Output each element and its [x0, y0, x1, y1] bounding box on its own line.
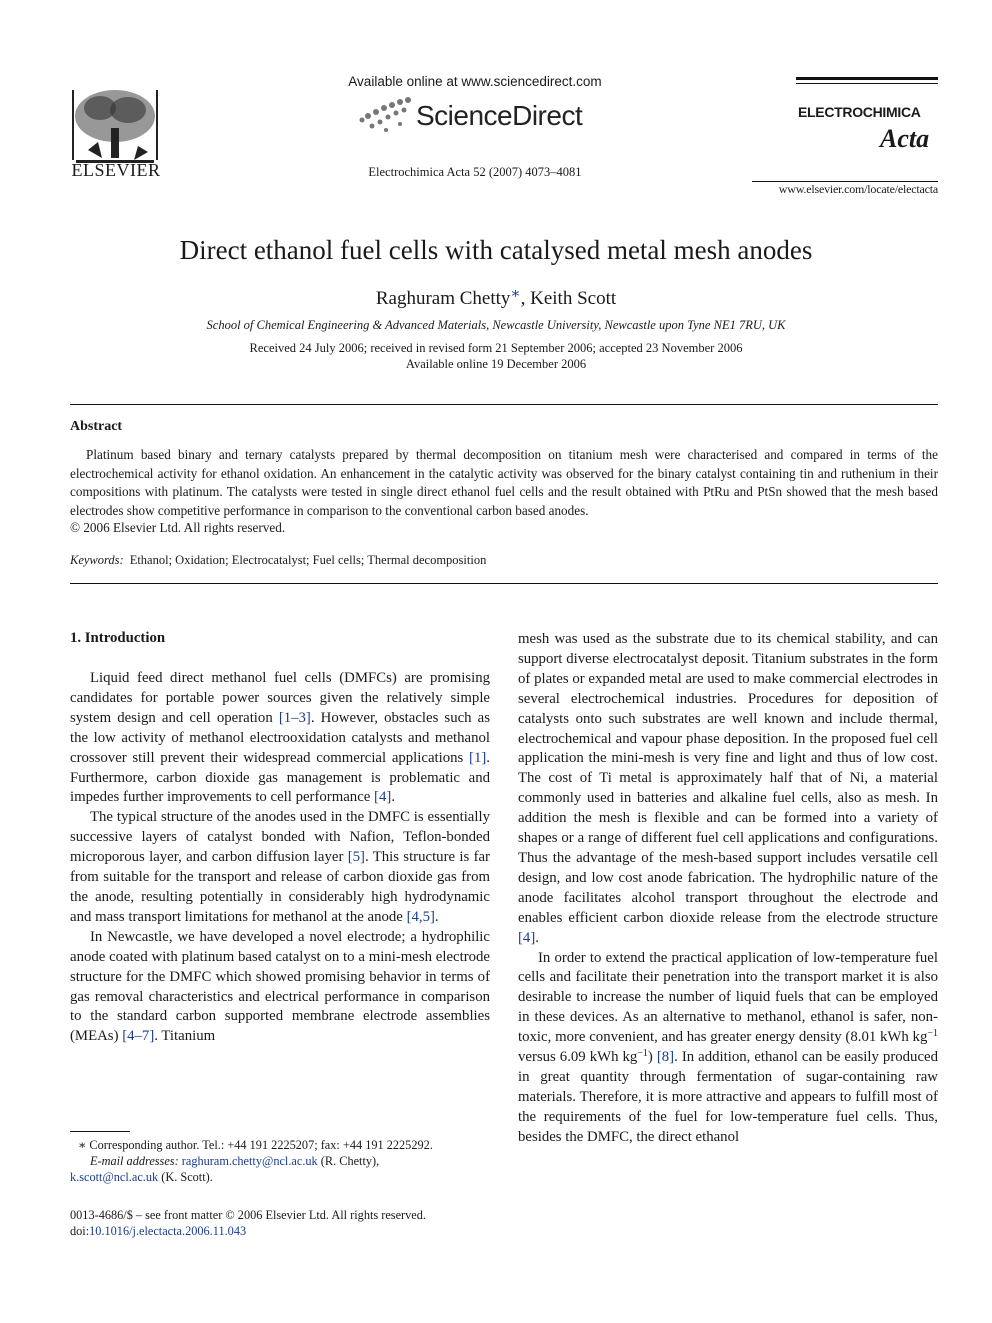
footnote-emails-cont [70, 1169, 510, 1186]
text: ) [647, 1049, 657, 1066]
superscript: −1 [927, 1028, 938, 1040]
journal-citation: Electrochimica Acta 52 (2007) 4073–4081 [368, 165, 582, 179]
publisher-name: ELSEVIER [71, 160, 161, 180]
doi-label: doi: [70, 1224, 90, 1238]
text: . This structure is far from suitable for the transport and release of carbon dioxide gas from the anode, resulting potentially in considerably high hydrodynamic and mass transport limitations for methanol at the anode [70, 849, 490, 925]
text: . [434, 908, 439, 925]
doi-link[interactable]: 10.1016/j.electacta.2006.11.043 [89, 1224, 247, 1238]
rule-thin [796, 83, 938, 84]
section-heading-introduction: 1. Introduction [70, 630, 166, 646]
citation-link[interactable]: [4,5] [406, 908, 435, 925]
text: . Furthermore, carbon dioxide gas management is problematic and impedes further improvements to cell performance [70, 749, 490, 806]
doi-line [70, 1223, 510, 1240]
paragraph [70, 928, 490, 1047]
footnote-corresponding [70, 1137, 510, 1154]
footnote-star: ∗ [78, 1138, 87, 1152]
footnote-rule [70, 1131, 130, 1132]
text: . In addition, ethanol can be easily produced in great quantity through fermentation of sugar-containing raw materials. Therefore, it is more attractive and appears to fulfill most of the requirements of the fuel for low-temperature fuel cells. Thus, besides the DMFC, the direct ethanol [518, 1049, 938, 1145]
citation-link[interactable]: [8] [656, 1049, 675, 1066]
text: . Titanium [154, 1028, 216, 1045]
abstract-bottom-rule [70, 583, 938, 584]
superscript: −1 [637, 1048, 648, 1060]
text: Liquid feed direct methanol fuel cells (DMFCs) are promising candidates for portable power sources given the relatively simple system design and cell operation [70, 670, 490, 726]
email-link[interactable]: raghuram.chetty@ncl.ac.uk [181, 1154, 318, 1168]
keywords-label: Keywords: [70, 553, 124, 567]
authors [0, 284, 992, 310]
citation-link[interactable]: [4–7] [122, 1028, 155, 1045]
article-title: Direct ethanol fuel cells with catalysed metal mesh anodes [179, 235, 813, 265]
text: . However, obstacles such as the low activity of methanol electrooxidation catalysts and methanol crossover still prevent their widespread commercial applications [70, 709, 490, 766]
author-1: Raghuram Chetty [375, 288, 511, 309]
abstract-top-rule [70, 404, 938, 405]
available-online-date: Available online 19 December 2006 [405, 357, 587, 371]
corresponding-author-marker[interactable]: ∗ [510, 286, 521, 302]
sciencedirect-dots-icon [356, 96, 416, 136]
text: (R. Chetty), [317, 1154, 380, 1168]
footnote-text: Corresponding author. Tel.: +44 191 2225207; fax: +44 191 2225292. [86, 1138, 433, 1152]
text: In Newcastle, we have developed a novel electrode; a hydrophilic anode coated with platinum based catalyst on to a mini-mesh electrode structure for the DMFC which showed promising behavior in terms of gas removal characteristics and electrical performance in comparison to the standard carbon supported membrane electrode assemblies (MEAs) [70, 928, 490, 1045]
text: . [535, 929, 539, 946]
right-column [518, 630, 938, 1148]
journal-header-rules [796, 77, 938, 84]
text: versus 6.09 kWh kg [518, 1049, 638, 1066]
text: mesh was used as the substrate due to its chemical stability, and can support diverse electrocatalyst deposit. Titanium substrates in the form of plates or expanded metal are used to make commercial electrodes in several electrochemical industries. Procedures for deposition of catalysts onto such substrates are well known and include thermal, electrochemical and vapour phase deposition. In the proposed fuel cell application the mini-mesh is very fine and light and thus of low cost. The cost of Ti metal is approximately half that of Ni, a material commonly used in batteries and alkaline fuel cells, also as mesh. In addition the mesh is flexible and can be formed into a variety of shapes or a range of different fuel cell applications and configurations. Thus the advantage of the mesh-based support includes versatile cell design, and low cost anode fabrication. The hydrophilic nature of the anode facilitates alcohol transport throughout the electrode and enables efficient carbon dioxide release from the electrode structure [518, 631, 938, 926]
citation-link[interactable]: [5] [347, 849, 365, 866]
email-link[interactable]: k.scott@ncl.ac.uk [70, 1170, 159, 1184]
rule-thick [796, 77, 938, 80]
paragraph [518, 949, 938, 1148]
text: . [391, 789, 396, 806]
journal-url-link[interactable]: www.elsevier.com/locate/electacta [778, 182, 938, 196]
paragraph [70, 669, 490, 808]
affiliation: School of Chemical Engineering & Advanced Materials, Newcastle University, Newcastle upon Tyne NE1 7RU, UK [206, 318, 786, 332]
citation-link[interactable]: [4] [518, 929, 536, 946]
keywords [70, 553, 486, 568]
paragraph [518, 630, 938, 949]
abstract-text: Platinum based binary and ternary catalysts prepared by thermal decomposition on titanium mesh were characterised and compared in terms of the electrochemical activity for ethanol oxidation. An enhancement in the catalytic activity was observed for the binary catalyst containing tin and ruthenium in their compositions with platinum. The catalysts were tested in single direct ethanol fuel cells and the result obtained with PtRu and PtSn showed that the mesh based electrodes show competitive performance in comparison to the conventional carbon based anodes. [70, 447, 938, 518]
citation-link[interactable]: [4] [374, 789, 392, 806]
paragraph [70, 808, 490, 927]
text: (K. Scott). [158, 1170, 213, 1184]
footnote-emails [70, 1153, 510, 1170]
available-online-text: Available online at www.sciencedirect.com [348, 74, 602, 89]
author-2: , Keith Scott [520, 288, 617, 309]
journal-name: ELECTROCHIMICA [798, 104, 921, 120]
citation-link[interactable]: [1] [469, 749, 487, 766]
keywords-list: Ethanol; Oxidation; Electrocatalyst; Fuel cells; Thermal decomposition [129, 553, 487, 567]
text: The typical structure of the anodes used in the DMFC is essentially successive layers of catalyst bonded with Nafion, Teflon-bonded microporous layer, and carbon diffusion layer [70, 809, 490, 866]
left-column [70, 669, 490, 1047]
citation-link[interactable]: [1–3] [278, 709, 311, 726]
received-dates: Received 24 July 2006; received in revised form 21 September 2006; accepted 23 November 2006 [249, 341, 743, 355]
journal-name-acta: Acta [880, 124, 930, 153]
text: In order to extend the practical application of low-temperature fuel cells and facilitate their penetration into the transport market it is also desirable to increase the number of liquid fuels that can be employed in these devices. As an alternative to methanol, ethanol is safer, non-toxic, more convenient, and has greater energy density (8.01 kWh kg [518, 949, 938, 1046]
issn-line: 0013-4686/$ – see front matter © 2006 Elsevier Ltd. All rights reserved. [70, 1208, 426, 1222]
email-label: E-mail addresses: [90, 1154, 179, 1168]
sciencedirect-wordmark: ScienceDirect [416, 100, 583, 131]
abstract-copyright: © 2006 Elsevier Ltd. All rights reserved. [70, 520, 286, 535]
abstract-heading: Abstract [70, 419, 123, 434]
